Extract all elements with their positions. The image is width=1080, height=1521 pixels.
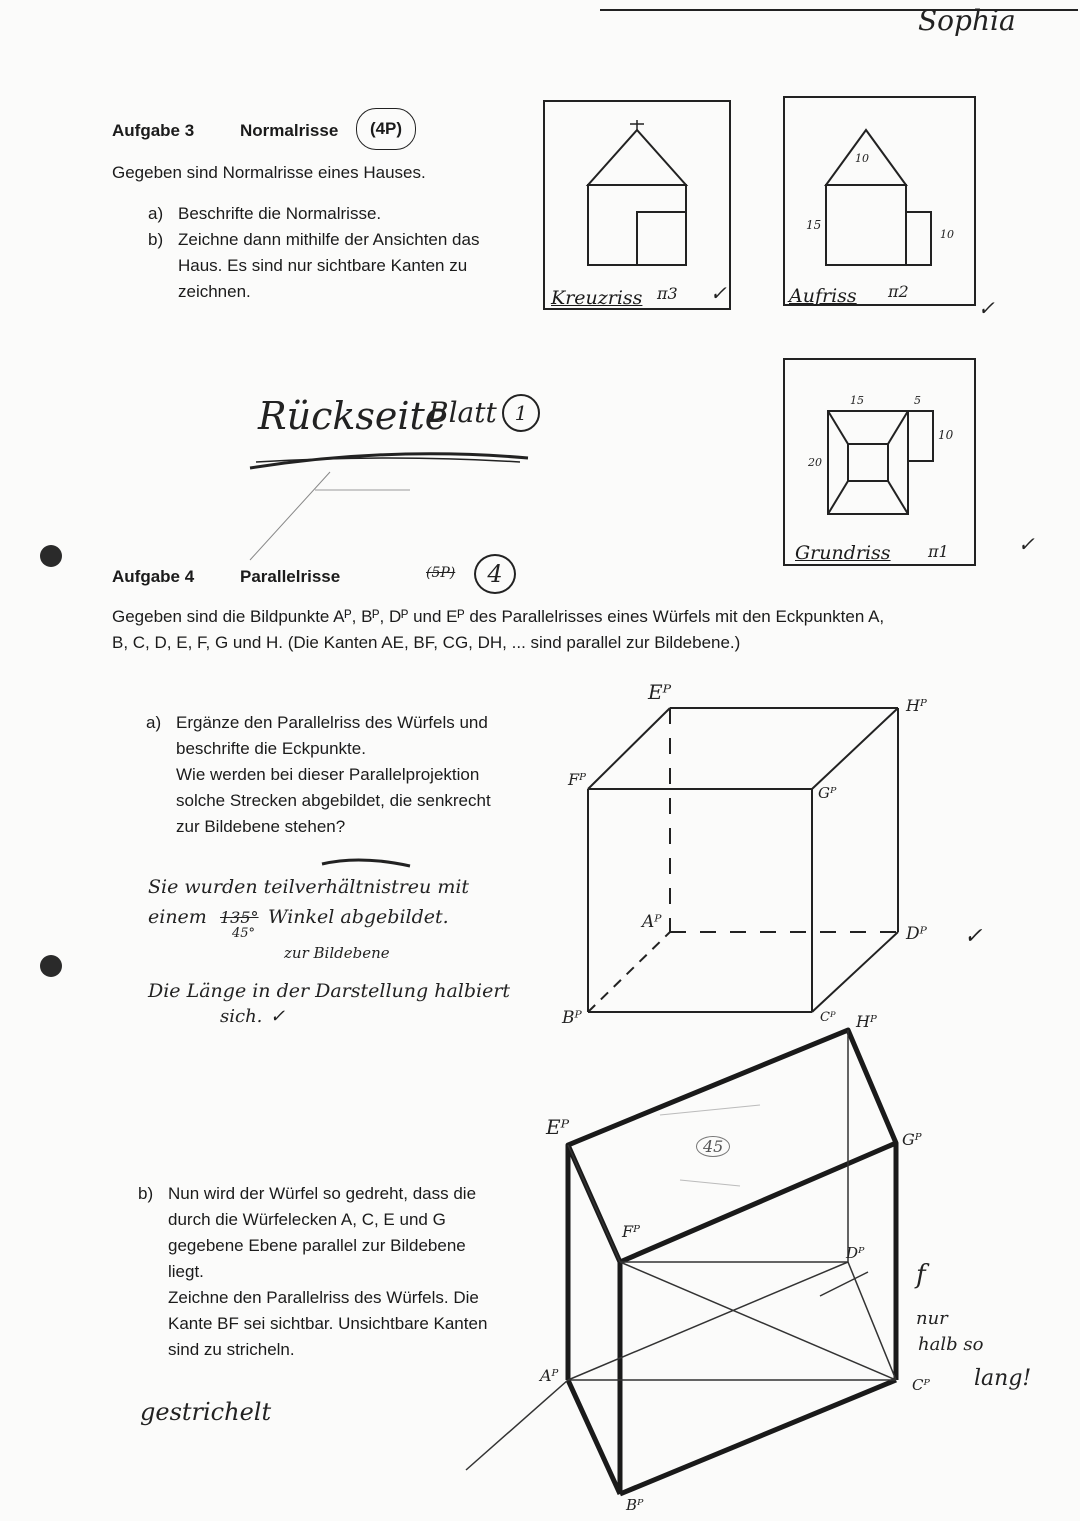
aufriss-dim-right: 10 [940, 228, 954, 241]
grundriss-dim-left: 20 [808, 456, 822, 469]
side-note-f: f [916, 1260, 926, 1290]
cube-a-label-H: Hᴾ [906, 696, 927, 715]
side-note-line2: halb so [918, 1334, 984, 1355]
cube-b-label-G: Gᴾ [902, 1130, 922, 1149]
side-note-line3: lang! [974, 1366, 1032, 1391]
aufgabe3-item: b) Zeichne dann mithilfe der Ansichten das [148, 230, 480, 249]
aufriss-dim-top: 10 [855, 152, 869, 165]
cube-b-angle-note: 45 [696, 1136, 730, 1157]
aufgabe4-points-crossed: (5P) [426, 565, 456, 581]
note-ruckseite: Rückseite [258, 394, 448, 438]
answer-a-insert-45: 45° [232, 926, 256, 941]
grundriss-dim-top-left: 15 [850, 394, 864, 407]
aufgabe4-intro-2: B, C, D, E, F, G und H. (Die Kanten AE, BF, CG, DH, ... sind parallel zur Bildebene.) [112, 633, 741, 652]
note-gestrichelt: gestrichelt [140, 1398, 272, 1426]
aufgabe4-part-a: a) Ergänze den Parallelriss des Würfels und beschrifte die Eckpunkte. Wie werden bei dieser Parallelprojektion solche Strecken abgebildet, die senkrecht zur Bildebene stehen? [146, 713, 491, 836]
aufgabe3-topic: Normalrisse [240, 121, 339, 140]
aufgabe4-points-given: 4 [474, 554, 516, 594]
check-mark: ✓ [978, 296, 995, 320]
aufgabe3-title: Aufgabe 3 [112, 121, 195, 140]
check-mark: ✓ [964, 924, 983, 949]
aufgabe4-part-b: b) Nun wird der Würfel so gedreht, dass die durch die Würfelecken A, C, E und G gegebene Ebene parallel zur Bildebene liegt. Zeichne den Parallelriss des Würfels. Die Kante BF sei sichtbar. Unsichtbare Kanten sind zu stricheln. [138, 1184, 488, 1359]
aufgabe4-title: Aufgabe 4 [112, 567, 195, 586]
student-name: Sophia [918, 4, 1016, 37]
kreuzriss-mark: π3 [657, 284, 678, 303]
aufriss-mark: π2 [888, 282, 909, 301]
answer-a-line2a: einem [148, 906, 207, 928]
aufgabe3-intro: Gegeben sind Normalrisse eines Hauses. [112, 163, 426, 182]
cube-a-label-E: Eᴾ [648, 680, 672, 704]
aufgabe4-intro-1: Gegeben sind die Bildpunkte Aᴾ, Bᴾ, Dᴾ und Eᴾ des Parallelrisses eines Würfels mit den Eckpunkten A, [112, 607, 885, 626]
cube-a-label-D: Dᴾ [906, 924, 927, 944]
cube-b-label-F: Fᴾ [622, 1222, 640, 1241]
aufgabe4-topic: Parallelrisse [240, 567, 341, 586]
cube-b-label-B: Bᴾ [626, 1496, 644, 1514]
check-mark: ✓ [710, 281, 727, 305]
answer-a-line3: Die Länge in der Darstellung halbiert [148, 980, 511, 1002]
grundriss-dim-right: 10 [938, 428, 954, 442]
note-blatt-number: 1 [502, 394, 540, 432]
kreuzriss-label: Kreuzriss [551, 287, 643, 309]
aufriss-dim-left: 15 [806, 218, 822, 232]
cube-a-label-C: Cᴾ [820, 1010, 836, 1025]
side-note-line1: nur [916, 1308, 948, 1329]
aufriss-label: Aufriss [789, 285, 857, 307]
aufgabe3-points-text: (4P) [369, 119, 403, 138]
answer-a-line2b: Winkel abgebildet. [268, 906, 449, 928]
cube-a-label-B: Bᴾ [562, 1008, 582, 1028]
answer-a-line2-crossed: 135° [220, 908, 259, 927]
cube-a-label-F: Fᴾ [568, 770, 586, 789]
cube-a-label-G: Gᴾ [818, 784, 837, 802]
answer-a-line1: Sie wurden teilverhältnistreu mit [148, 876, 470, 898]
aufgabe3-item: a) Beschrifte die Normalrisse. [148, 204, 382, 223]
cube-b-label-H: Hᴾ [856, 1012, 877, 1031]
answer-a-line4: sich. [220, 1006, 263, 1027]
check-mark: ✓ [270, 1006, 286, 1027]
cube-b-label-D: Dᴾ [846, 1244, 865, 1262]
cube-b-label-A: Aᴾ [540, 1366, 559, 1385]
cube-b-label-C: Cᴾ [912, 1376, 930, 1394]
cube-b-label-E: Eᴾ [546, 1115, 570, 1139]
answer-a-insert-bildebene: zur Bildebene [284, 944, 390, 962]
note-blatt: Blatt [428, 396, 497, 429]
check-mark: ✓ [1018, 532, 1035, 556]
cube-a-label-A: Aᴾ [642, 912, 662, 932]
grundriss-mark: π1 [928, 542, 949, 561]
grundriss-label: Grundriss [795, 542, 891, 564]
aufgabe3-item: zeichnen. [178, 282, 251, 301]
grundriss-dim-top-right: 5 [914, 394, 921, 407]
aufgabe3-item: Haus. Es sind nur sichtbare Kanten zu [178, 256, 468, 275]
